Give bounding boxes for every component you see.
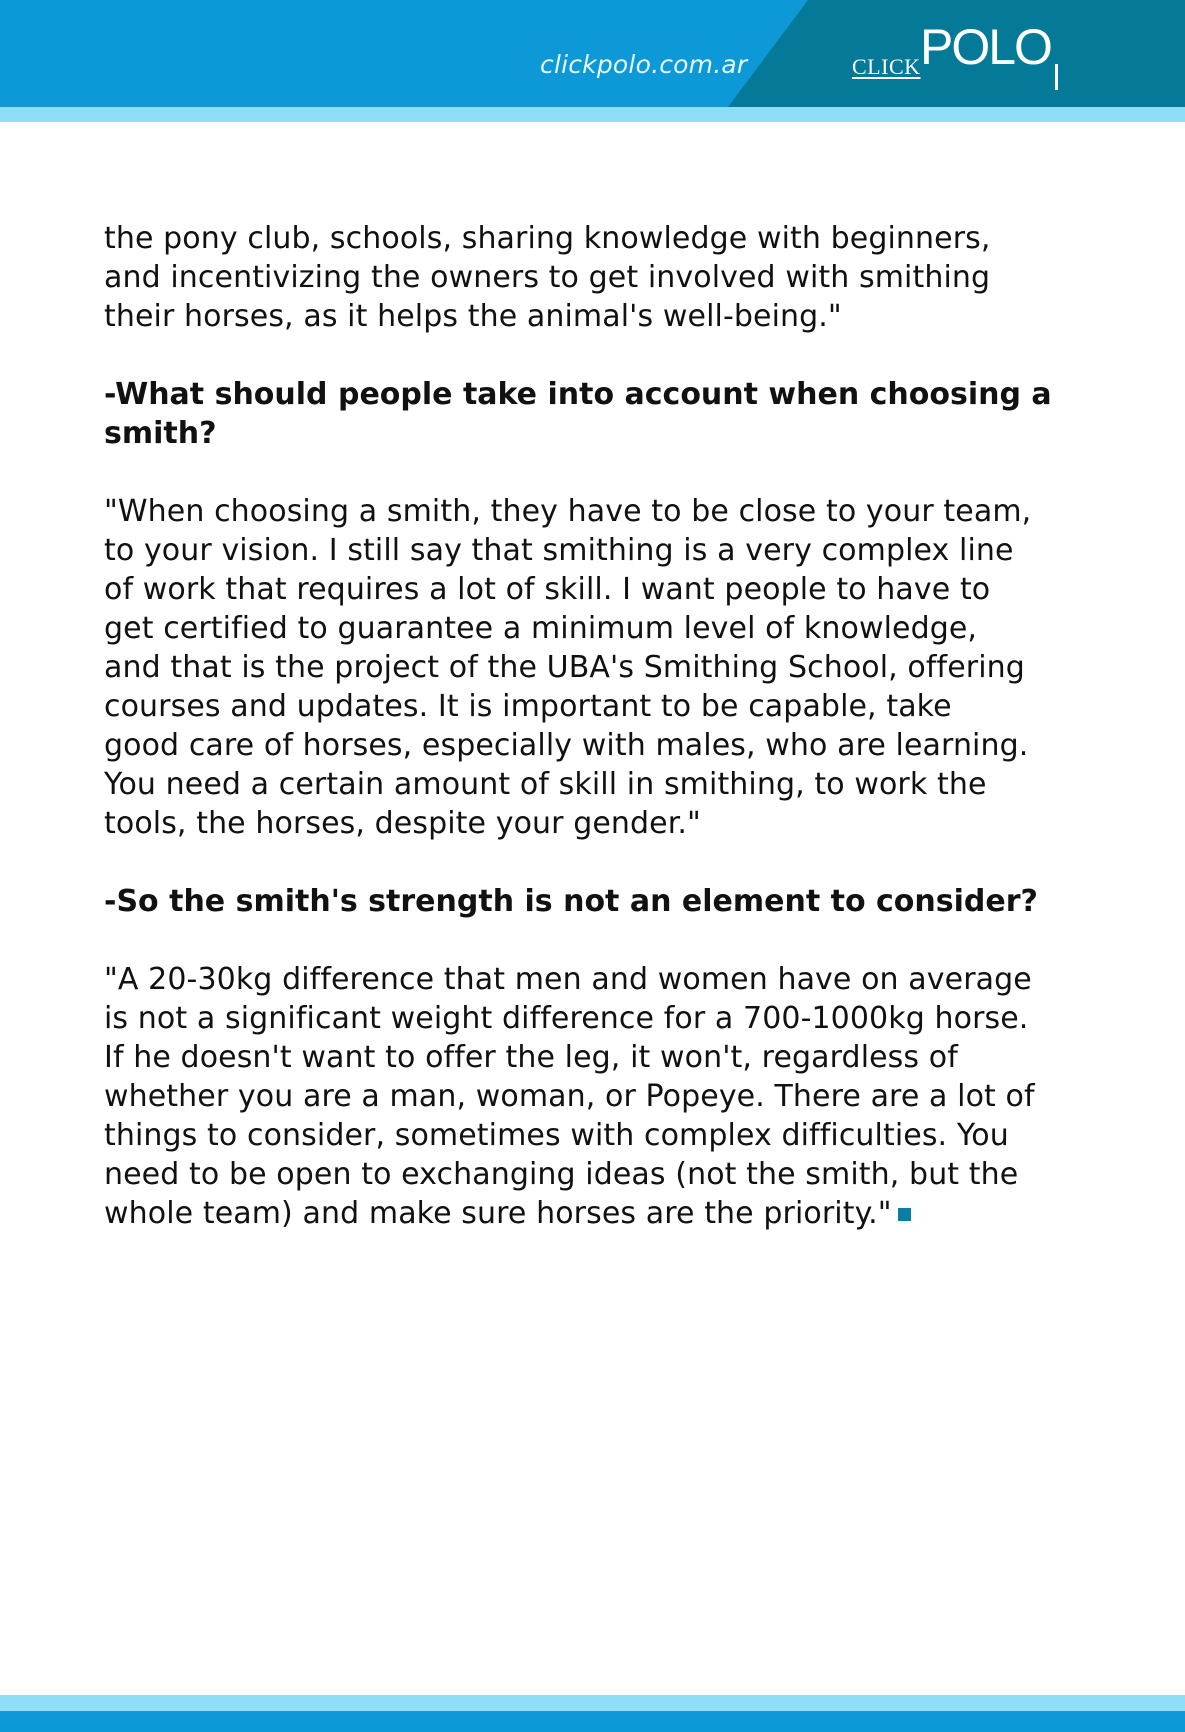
paragraph-3-wrap <box>104 960 1084 1233</box>
paragraph-3: "A 20-30kg difference that men and women have on average is not a significant weight difference for a 700-1000kg horse. If he doesn't want to offer the leg, it won't, regardless of whether you are a man, woman, or Popeye. There are a lot of things to consider, sometimes with complex difficulties. You need to be open to exchanging ideas (not the smith, but the whole team) and make sure horses are the priority." <box>104 962 1035 1231</box>
question-1: -What should people take into account when choosing a smith? <box>104 377 1052 451</box>
logo-polo-text: POLO <box>920 19 1051 75</box>
question-2: -So the smith's strength is not an element to consider? <box>104 884 1038 919</box>
page-header <box>0 0 1185 107</box>
article-body <box>104 219 1084 1233</box>
clickpolo-logo[interactable] <box>852 19 1062 92</box>
end-of-article-icon <box>898 1208 911 1221</box>
spacer <box>104 453 1084 492</box>
footer-stripe <box>0 1695 1185 1711</box>
spacer <box>104 336 1084 375</box>
spacer <box>104 843 1084 882</box>
paragraph-1: the pony club, schools, sharing knowledge with beginners, and incentivizing the owners to get involved with smithing their horses, as it helps the animal's well-being." <box>104 221 991 334</box>
spacer <box>104 921 1084 960</box>
page-footer <box>0 1711 1185 1732</box>
header-stripe <box>0 107 1185 122</box>
paragraph-2: "When choosing a smith, they have to be close to your team, to your vision. I still say that smithing is a very complex line of work that requires a lot of skill. I want people to have to get certified to guarantee a minimum level of knowledge, and that is the project of the UBA's Smithing School, offering courses and updates. It is important to be capable, take good care of horses, especially with males, who are learning. You need a certain amount of skill in smithing, to work the tools, the horses, despite your gender." <box>104 494 1032 841</box>
logo-click-text: CLICK <box>852 54 921 79</box>
site-url[interactable]: clickpolo.com.ar <box>540 50 748 79</box>
logo-tail-mark <box>1055 64 1058 90</box>
